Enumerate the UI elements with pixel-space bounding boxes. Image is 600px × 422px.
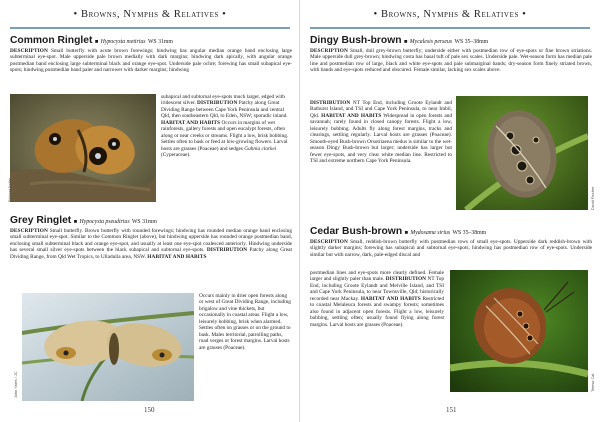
- photo-credit: David Fischer: [591, 186, 595, 210]
- common-name: Common Ringlet: [10, 35, 93, 46]
- wingspan: WS 35–38mm: [454, 39, 489, 45]
- habitat-text: Restricted to coastal Melaleuca forests and swampy forests; sometimes also found in adjacent open forests. Flight a low, leisurely bobbing, settling often; usually found flying along forest margins. Larval hosts are grasses (Poaceae).: [310, 295, 445, 328]
- distribution-text: Patchy along Great Dividing Range, from Qld Wet Tropics, to Ulladulla area, NSW.: [10, 247, 292, 260]
- entry-body: [310, 48, 592, 74]
- butterfly-photo: [10, 94, 156, 202]
- description-continued: subapical and subtornal eye-spots much larger, edged with iridescent silver.: [161, 94, 285, 107]
- separator: ■: [403, 39, 408, 45]
- description-text: Small, dull grey-brown butterfly; underside either with postmedian row of eye-spots or fine brown striations. Male upperside dull grey-brown; hindwing costa has basal tuft of pale sex scales. Underside pale. Wet-season form has median pale line and postmedian row of large, black and white eye-spots and pale submarginal bands; dry-season form finely striated brown, with bands and eye-spots reduced and obscured. Female similar, lacking sex scales above.: [310, 48, 592, 74]
- running-head: • Browns, Nymphs & Relatives •: [73, 9, 227, 20]
- butterfly-photo: [456, 96, 588, 210]
- wingspan: WS 31mm: [147, 39, 173, 45]
- entry-side-text: [310, 100, 452, 165]
- habitat-label: HABITAT AND HABITS: [161, 119, 221, 126]
- wingspan: WS 31mm: [131, 219, 157, 225]
- entry-body: [310, 239, 592, 258]
- photo-credit: Richard Keller: [8, 178, 12, 202]
- distribution-label: DISTRIBUTION: [385, 276, 427, 283]
- header-rule: [310, 27, 590, 29]
- entry-title: [310, 226, 592, 239]
- entry-side-text: [199, 293, 292, 351]
- habitat-label: HABITAT AND HABITS: [360, 295, 421, 302]
- description-text: Small butterfly with acute brown forewings; hindwing has angular median orange band enclosing large subterminal eye-spot. Male upperside pale brown medially with dark margins; hindwing dark apically, with angular orange postmedian band enclosing large subterminal black and orange eye-spot. Underside pale ochre; forewing has small subapical eye-spots; hindwing postmedian band paler and narrower with darker margins; hindwing: [10, 48, 293, 74]
- left-page: [4, 0, 296, 422]
- common-name: Dingy Bush-brown: [310, 35, 402, 46]
- scientific-name: Mydosama sirius: [410, 230, 451, 236]
- description-label: DESCRIPTION: [310, 239, 348, 245]
- photo-grey-ringlet: [22, 293, 194, 401]
- entry-title: [10, 215, 292, 228]
- entry-cedar-bush-brown: [310, 226, 592, 258]
- habitat-label: HABITAT AND HABITS: [147, 253, 207, 260]
- wingspan: WS 35–38mm: [452, 230, 487, 236]
- habitat-text: Occurs mainly in drier open forests along or west of Great Dividing Range, including brigalow and vine thickets, but occasionally in coastal areas. Flight a low, leisurely bobbing, brisk when alarmed. Settles often on grasses or on the ground to bask. Males territorial, patrolling paths, road verges or forest margins. Larval hosts are grasses (Poaceae).: [199, 293, 291, 351]
- photo-credit: Teresa Cat: [591, 373, 595, 392]
- butterfly-photo: [450, 270, 588, 392]
- photo-dingy-bush-brown: [456, 96, 588, 210]
- description-label: DESCRIPTION: [10, 228, 48, 234]
- distribution-label: DISTRIBUTION: [310, 100, 351, 106]
- entry-body: [10, 48, 292, 74]
- entry-title: [310, 35, 592, 48]
- separator: ■: [404, 230, 408, 236]
- separator: ■: [73, 219, 78, 225]
- habitat-text: Occurs in margins of wet rainforests, gallery forests and open eucalypt forests, often along or near creeks or streams. Flight a low, brisk bobbing. Settles often to bask or feed at low-growing flowers. Larval hosts are grasses (Poaceae) and sedges: [161, 119, 289, 152]
- running-head: • Browns, Nymphs & Relatives •: [373, 9, 527, 20]
- page-number: 150: [144, 406, 155, 414]
- distribution-label: DISTRIBUTION: [206, 247, 248, 254]
- distribution-text: NT Top End, including Groote Eylandt and Bathurst Island, and TSI and Cape York Peninsula, to near Imbil, Qld.: [310, 100, 452, 119]
- description-label: DESCRIPTION: [10, 48, 48, 54]
- entry-title: [10, 35, 292, 48]
- scientific-name: Hypocysta pseudirius: [79, 219, 130, 225]
- entry-body: [10, 228, 292, 260]
- header-rule: [10, 27, 290, 29]
- scientific-name: Hypocysta metirius: [100, 39, 146, 45]
- host-plant-name: Gahnia clarkei: [244, 145, 277, 152]
- entry-common-ringlet: [10, 35, 292, 74]
- distribution-text: Patchy along Great Dividing Range between Cape York Peninsula and central Qld, then southeastern Qld, to Eden, NSW; sporadic inland.: [161, 100, 288, 120]
- butterfly-photo: [22, 293, 194, 401]
- description-text: Small butterfly. Brown butterfly with rounded forewings; hindwing has rounded median orange band enclosing small subterminal eye-spot. Similar to the Common Ringlet (above), but hindwing upperside has rounded orange postmedian band, enclosing small subterminal black and orange eye-spot, and usually at least one eye-spot coalesced anteriorly. Hindwing underside has several small silver eye-spots between the black subapical and subtornal eye-spots.: [10, 228, 292, 254]
- distribution-label: DISTRIBUTION: [197, 100, 238, 107]
- entry-grey-ringlet: [10, 215, 292, 260]
- right-page: [304, 0, 596, 422]
- photo-credit: John Yates / JC: [14, 371, 18, 398]
- common-name: Cedar Bush-brown: [310, 226, 403, 237]
- gutter: [299, 0, 300, 422]
- description-text: Small, reddish-brown butterfly with postmedian rows of small eye-spots. Upperside dark reddish-brown with slightly darker margins; forewing has subapical and subtornal eye-spots; hindwing has postmedian row of eye-spots. Underside similar but with narrow, dark, pale-edged discal and: [310, 239, 592, 258]
- entry-side-text: [310, 270, 444, 328]
- host-plant-family: (Cyperaceae).: [161, 152, 191, 159]
- habitat-label: HABITAT AND HABITS: [321, 112, 382, 119]
- distribution-text: NT Top End, including Groote Eylandt and Melville Island, and TSI and Cape York Peninsula, to near Townsville, Qld; historically recorded near Mackay.: [310, 276, 444, 302]
- photo-common-ringlet: [10, 94, 156, 202]
- page-number: 151: [446, 406, 457, 414]
- common-name: Grey Ringlet: [10, 215, 72, 226]
- description-continued: postmedian lines and eye-spots more clearly defined. Female larger and slightly paler than male.: [310, 270, 444, 283]
- habitat-text: Widespread in open forests and savannah; rarely found in closed canopy forests. Flight a low, leisurely bobbing. Adults fly along forest margins, tracks and clearings, settling regularly. Larval hosts are grasses (Poaceae). Smooth-eyed Bush-brown Orsotriaena medus is similar to the wet-season Dingy Bush-brown but larger; underside has larger but fewer eye-spots, and very clear white median line. Restricted to TSI and extreme northern Cape York Peninsula.: [310, 112, 452, 165]
- photo-cedar-bush-brown: [450, 270, 588, 392]
- entry-dingy-bush-brown: [310, 35, 592, 74]
- description-label: DESCRIPTION: [310, 48, 348, 54]
- separator: ■: [94, 39, 99, 45]
- entry-side-text: [161, 94, 292, 159]
- scientific-name: Mycalesis perseus: [409, 39, 453, 45]
